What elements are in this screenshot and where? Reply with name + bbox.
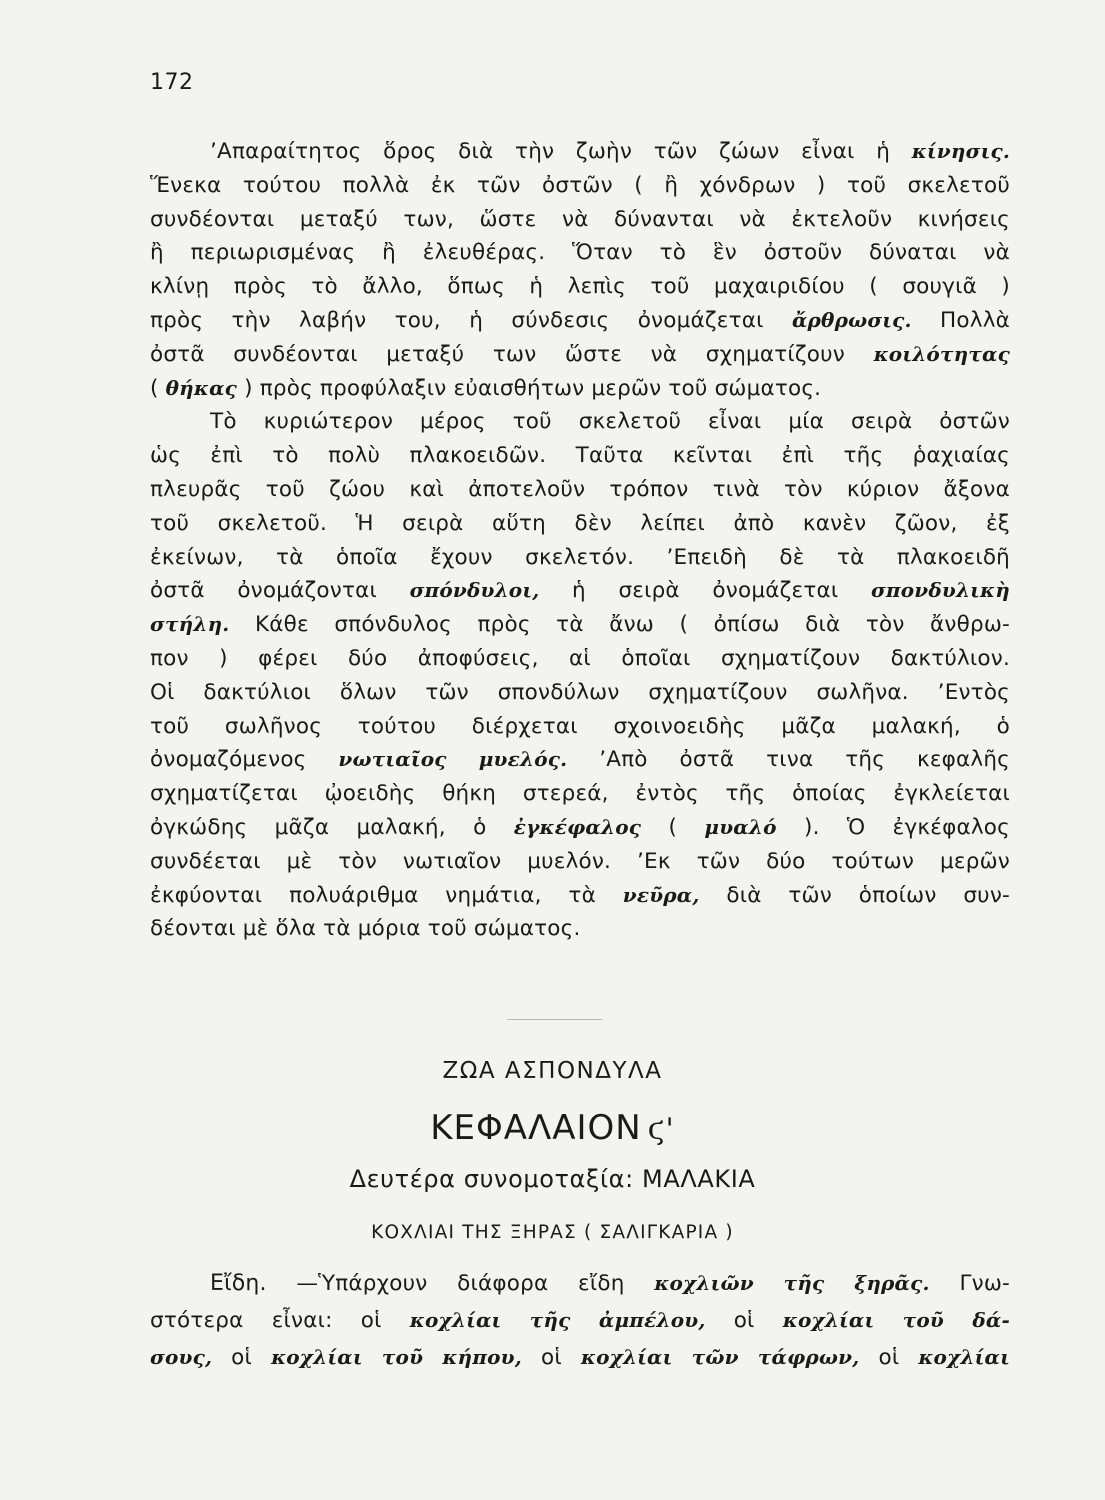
emphasized-term: ἐγκέφαλος: [513, 814, 642, 839]
text-line: [150, 845, 1010, 879]
text-segment: ). Ὁ ἐγκέφαλος: [776, 814, 1010, 840]
text-segment: ἐκφύονται πολυάριθμα νημάτια, τὰ: [150, 882, 623, 908]
text-segment: Πολλὰ: [911, 307, 1011, 333]
text-segment: συνδέεται μὲ τὸν νωτιαῖον μυελόν. ’Εκ τῶν δύο τούτων μερῶν: [150, 848, 1010, 874]
text-line: [150, 439, 1010, 473]
text-segment: —Ὑπάρχουν διάφορα εἴδη: [266, 1271, 655, 1296]
section-divider: [507, 1019, 602, 1020]
text-line: [150, 304, 1010, 338]
text-line: [150, 676, 1010, 710]
section-title: ΖΩΑ ΑΣΠΟΝΔΥΛΑ: [442, 1058, 663, 1084]
page-number: 172: [150, 70, 194, 95]
text-segment: οἱ: [521, 1345, 581, 1370]
text-segment: ἐκείνων, τὰ ὁποῖα ἔχουν σκελετόν. ’Επειδὴ δὲ τὰ πλακοειδῆ: [150, 544, 1010, 570]
text-segment: ὀγκώδης μᾶζα μαλακή, ὁ: [150, 814, 514, 840]
text-segment: τοῦ σωλῆνος τούτου διέρχεται σχοινοειδὴς μᾶζα μαλακή, ὁ: [150, 713, 1010, 739]
text-line: [150, 507, 1010, 541]
emphasized-term: σπόνδυλοι,: [409, 578, 540, 603]
chapter-subtitle: Δευτέρα συνομοταξία: ΜΑΛΑΚΙΑ: [349, 1165, 756, 1193]
text-segment: Γνω-: [929, 1271, 1010, 1296]
text-line: [150, 338, 1010, 372]
emphasized-term: κοχλιῶν τῆς ξηρᾶς.: [654, 1271, 930, 1295]
body-paragraphs: [150, 135, 1010, 946]
text-line: [150, 574, 1010, 608]
text-segment: πρὸς τὴν λαβήν του, ἡ σύνδεσις ὀνομάζεται: [150, 307, 792, 333]
emphasized-term: θήκας: [165, 375, 238, 400]
text-segment: ὡς ἐπὶ τὸ πολὺ πλακοειδῶν. Ταῦτα κεῖνται ἐπὶ τῆς ῥαχιαίας: [150, 443, 1010, 469]
emphasized-term: νεῦρα,: [622, 882, 700, 907]
text-segment: κλίνῃ πρὸς τὸ ἄλλο, ὅπως ἡ λεπὶς τοῦ μαχαιριδίου ( σουγιᾶ ): [150, 274, 1010, 300]
emphasized-term: ἄρθρωσις.: [791, 307, 912, 332]
text-segment: Τὸ κυριώτερον μέρος τοῦ σκελετοῦ εἶναι μία σειρὰ ὀστῶν: [210, 409, 1010, 435]
text-line: [150, 405, 1010, 439]
text-segment: τοῦ σκελετοῦ. Ἡ σειρὰ αὕτη δὲν λείπει ἀπὸ κανὲν ζῶον, ἐξ: [150, 510, 1010, 536]
text-segment: πον ) φέρει δύο ἀποφύσεις, αἱ ὁποῖαι σχηματίζουν δακτύλιον.: [150, 645, 1010, 671]
text-line: [150, 236, 1010, 270]
text-segment: Ἕνεκα τούτου πολλὰ ἐκ τῶν ὀστῶν ( ἢ χόνδρων ) τοῦ σκελετοῦ: [150, 172, 1010, 198]
text-line: [150, 1265, 1010, 1302]
text-line: [150, 1302, 1010, 1339]
emphasized-term: κοιλότητας: [873, 341, 1010, 366]
emphasized-term: κοχλίαι τοῦ δά-: [782, 1308, 1010, 1332]
emphasized-term: σπονδυλικὴ: [870, 578, 1010, 603]
text-segment: Εἴδη.: [210, 1271, 267, 1296]
text-line: [150, 541, 1010, 575]
text-segment: (: [150, 375, 166, 401]
text-segment: συνδέονται μεταξύ των, ὥστε νὰ δύνανται νὰ ἐκτελοῦν κινήσεις: [150, 206, 1010, 232]
text-segment: ἢ περιωρισμένας ἢ ἐλευθέρας. Ὅταν τὸ ἓν ὀστοῦν δύναται νὰ: [150, 240, 1010, 266]
text-segment: ὀστᾶ συνδέονται μεταξύ των ὥστε νὰ σχηματίζουν: [150, 341, 874, 367]
chapter-title-text: ΚΕΦΑΛΑΙΟΝ: [430, 1108, 642, 1148]
text-segment: (: [641, 814, 705, 840]
text-line: [150, 203, 1010, 237]
emphasized-term: κοχλίαι τῆς ἀμπέλου,: [409, 1308, 706, 1332]
text-segment: ἡ σειρὰ ὀνομάζεται: [539, 578, 871, 604]
text-line: [150, 473, 1010, 507]
text-segment: Κάθε σπόνδυλος πρὸς τὰ ἄνω ( ὀπίσω διὰ τὸν ἄνθρω-: [229, 612, 1010, 638]
text-line: [150, 811, 1010, 845]
text-line: [150, 879, 1010, 913]
text-line: [150, 777, 1010, 811]
text-line: [150, 608, 1010, 642]
text-line: [150, 710, 1010, 744]
text-line: [150, 270, 1010, 304]
text-segment: οἱ: [705, 1308, 783, 1333]
text-segment: ὀστᾶ ὀνομάζονται: [150, 578, 410, 604]
emphasized-term: κοχλίαι τῶν τάφρων,: [580, 1345, 860, 1369]
text-segment: ’Απὸ ὀστᾶ τινα τῆς κεφαλῆς: [567, 747, 1010, 773]
text-segment: στότερα εἶναι: οἱ: [150, 1308, 410, 1333]
text-line: [150, 169, 1010, 203]
section-subheading: ΚΟΧΛΙΑΙ ΤΗΣ ΞΗΡΑΣ ( ΣΑΛΙΓΚΑΡΙΑ ): [371, 1222, 734, 1243]
text-line: [150, 372, 1010, 406]
text-segment: διὰ τῶν ὁποίων συν-: [699, 882, 1010, 908]
text-line: [150, 743, 1010, 777]
text-segment: πλευρᾶς τοῦ ζώου καὶ ἀποτελοῦν τρόπον τινὰ τὸν κύριον ἄξονα: [150, 476, 1010, 502]
text-line: [150, 135, 1010, 169]
text-segment: ) πρὸς προφύλαξιν εὐαισθήτων μερῶν τοῦ σώματος.: [237, 375, 822, 401]
species-paragraph: [150, 1265, 1010, 1376]
text-segment: ὀνομαζόμενος: [150, 747, 339, 773]
text-line: [150, 912, 1010, 946]
emphasized-term: σους,: [150, 1345, 213, 1369]
text-segment: δέονται μὲ ὅλα τὰ μόρια τοῦ σώματος.: [150, 916, 581, 942]
emphasized-term: μυαλό: [704, 814, 777, 839]
chapter-number: ϛ': [647, 1112, 675, 1147]
text-segment: σχηματίζεται ᾠοειδὴς θήκη στερεά, ἐντὸς τῆς ὁποίας ἐγκλείεται: [150, 781, 1010, 807]
emphasized-term: κίνησις.: [911, 139, 1010, 163]
text-segment: Οἱ δακτύλιοι ὅλων τῶν σπονδύλων σχηματίζουν σωλῆνα. ’Εντὸς: [150, 679, 1010, 705]
text-line: [150, 1339, 1010, 1376]
text-line: [150, 642, 1010, 676]
emphasized-term: στήλη.: [150, 612, 230, 637]
emphasized-term: κοχλίαι: [918, 1345, 1011, 1369]
emphasized-term: κοχλίαι τοῦ κήπου,: [271, 1345, 522, 1369]
text-segment: ’Απαραίτητος ὅρος διὰ τὴν ζωὴν τῶν ζώων εἶναι ἡ: [210, 139, 912, 164]
text-segment: οἱ: [859, 1345, 919, 1370]
emphasized-term: νωτιαῖος μυελός.: [338, 747, 568, 772]
chapter-title: [0, 1108, 1105, 1148]
text-segment: οἱ: [212, 1345, 272, 1370]
